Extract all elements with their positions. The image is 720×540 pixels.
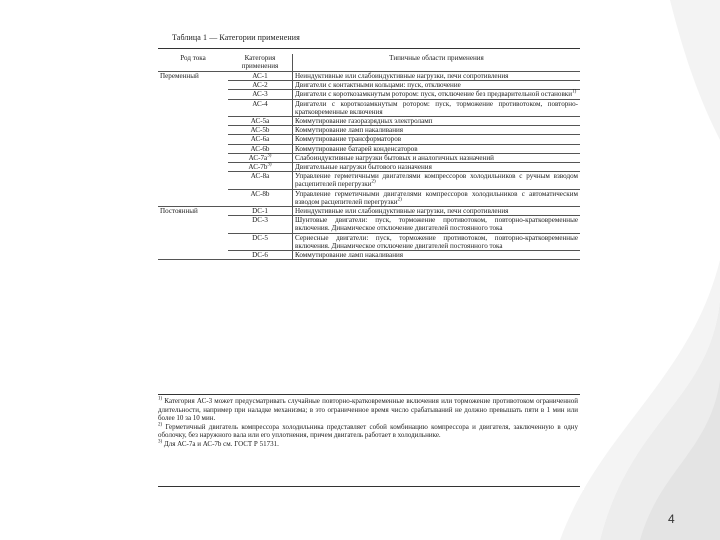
document-page — [144, 28, 584, 490]
cell-current-kind: Постоянный — [160, 207, 198, 216]
cell-current-kind — [158, 251, 228, 260]
table-row — [158, 207, 580, 216]
cell-application-area — [293, 72, 581, 81]
cell-current-kind — [158, 233, 228, 250]
application-area-text: Шунтовые двигатели: пуск, торможение противотоком, повторно-кратковременные включения. Динамическое отключение двигателей постоянного тока — [295, 216, 578, 233]
cell-current-kind — [158, 126, 228, 135]
cell-current-kind — [158, 90, 228, 99]
application-area-text: Двигатели с короткозамкнутым ротором: пуск, отключение без предварительной остановки — [295, 90, 573, 99]
cell-application-area — [293, 172, 581, 189]
cell-application-area — [293, 135, 581, 144]
application-area-text: Сериесные двигатели: пуск, торможение противотоком, повторно-кратковременные включения. Динамическое отключение двигателей постоянного тока — [295, 233, 578, 250]
table-caption: Таблица 1 — Категории применения — [172, 33, 300, 42]
cell-current-kind — [158, 216, 228, 233]
table-header-row — [158, 54, 580, 72]
table-row — [158, 135, 580, 144]
category-code: АС-6а — [250, 135, 270, 144]
cell-category — [228, 117, 293, 126]
cell-current-kind — [158, 117, 228, 126]
footnote-mark: 2) — [158, 422, 163, 428]
area-footnote-mark: 1) — [572, 90, 577, 96]
footnote-mark: 3) — [158, 439, 163, 445]
category-footnote-mark: 3) — [267, 162, 272, 168]
category-code: АС-8а — [250, 172, 270, 181]
footnote-text: Герметичный двигатель компрессора холодильника представляет собой комбинацию компрессора и двигателя, заключенную в одну оболочку, без наружного вала или его уплотнения, причем двигатель работает в холодильнике. — [158, 422, 579, 440]
table-row — [158, 126, 580, 135]
application-area-text: Двигательные нагрузки бытового назначения — [295, 163, 432, 172]
table-row — [158, 163, 580, 172]
application-area-text: Коммутирование трансформаторов — [295, 135, 402, 144]
application-area-text: Неиндуктивные или слабоиндуктивные нагрузки, печи сопротивления — [295, 207, 509, 216]
application-area-text: Слабоиндуктивные нагрузки бытовых и аналогичных назначений — [295, 153, 494, 162]
cell-category — [228, 172, 293, 189]
cell-current-kind — [158, 99, 228, 116]
footnote-mark: 1) — [158, 396, 163, 402]
application-area-text: Коммутирование газоразрядных электроламп — [295, 117, 433, 126]
cell-category — [228, 233, 293, 250]
footnotes — [158, 397, 578, 449]
cell-application-area — [293, 163, 581, 172]
cell-category — [228, 207, 293, 216]
table-row — [158, 72, 580, 81]
table-row — [158, 90, 580, 99]
categories-table — [158, 54, 580, 260]
footnote-text: Для АС-7а и АС-7b см. ГОСТ Р 51731. — [163, 439, 279, 448]
cell-application-area — [293, 207, 581, 216]
top-rule — [158, 48, 580, 49]
application-area-text: Коммутирование ламп накаливания — [295, 126, 404, 135]
cell-current-kind — [158, 172, 228, 189]
cell-category — [228, 251, 293, 260]
cell-current-kind — [158, 144, 228, 153]
area-footnote-mark: 2) — [371, 180, 376, 186]
cell-current-kind — [158, 153, 228, 162]
category-footnote-mark: 3) — [267, 153, 272, 159]
cell-application-area — [293, 81, 581, 90]
category-code: АС-3 — [252, 90, 268, 99]
cell-application-area — [293, 117, 581, 126]
cell-category — [228, 135, 293, 144]
cell-application-area — [293, 216, 581, 233]
category-code: АС-8b — [250, 189, 270, 198]
cell-category — [228, 144, 293, 153]
cell-category — [228, 72, 293, 81]
category-code: DC-3 — [252, 216, 268, 225]
cell-application-area — [293, 90, 581, 99]
cell-application-area — [293, 189, 581, 206]
cell-application-area — [293, 153, 581, 162]
application-area-text: Двигатели с короткозамкнутым ротором: пуск, торможение противотоком, повторно-кратковременные включения — [295, 99, 578, 116]
application-area-text: Коммутирование ламп накаливания — [295, 251, 404, 260]
cell-category — [228, 126, 293, 135]
category-code: АС-7а — [248, 153, 268, 162]
cell-category — [228, 99, 293, 116]
footnote — [158, 423, 578, 440]
cell-current-kind — [158, 189, 228, 206]
cell-application-area — [293, 233, 581, 250]
application-area-text: Коммутирование батарей конденсаторов — [295, 144, 418, 153]
category-code: АС-1 — [252, 72, 268, 80]
area-footnote-mark: 2) — [397, 197, 402, 203]
application-area-text: Неиндуктивные или слабоиндуктивные нагрузки, печи сопротивления — [295, 72, 509, 80]
cell-application-area — [293, 99, 581, 116]
category-code: DC-5 — [252, 233, 268, 242]
bottom-rule — [158, 486, 580, 487]
cell-current-kind — [158, 135, 228, 144]
application-area-text: Управление герметичными двигателями компрессоров холодильников с автоматическим взводом расцепителей перегрузки — [295, 189, 578, 206]
header-current-kind: Род тока — [158, 54, 228, 72]
table-row — [158, 216, 580, 233]
cell-application-area — [293, 251, 581, 260]
table-row — [158, 233, 580, 250]
category-code: АС-6b — [250, 144, 270, 153]
category-code: АС-5а — [250, 117, 270, 126]
category-code: DC-6 — [252, 251, 268, 260]
category-code: АС-2 — [252, 81, 268, 90]
application-area-text: Двигатели с контактными кольцами: пуск, отключение — [295, 81, 461, 90]
footnote — [158, 440, 578, 449]
table-row — [158, 117, 580, 126]
cell-category — [228, 163, 293, 172]
cell-category — [228, 153, 293, 162]
table-row — [158, 251, 580, 260]
category-code: АС-4 — [252, 99, 268, 108]
cell-current-kind: Переменный — [160, 72, 199, 80]
footnote-text: Категория АС-3 может предусматривать случайные повторно-кратковременные включения или торможение противотоком ограниченной длительности, например при наладке механизма; в это ограниченное время число срабатываний не должно превышать пяти в 1 мин или более 10 за 10 мин. — [158, 397, 578, 423]
footnote — [158, 397, 578, 423]
page-number: 4 — [668, 512, 675, 526]
table-row — [158, 172, 580, 189]
cell-category — [228, 216, 293, 233]
table-row — [158, 81, 580, 90]
cell-current-kind — [158, 163, 228, 172]
table-row — [158, 153, 580, 162]
cell-category — [228, 90, 293, 99]
category-code: DC-1 — [252, 207, 268, 216]
header-areas: Типичные области применения — [293, 54, 581, 72]
cell-current-kind — [158, 81, 228, 90]
table-row — [158, 189, 580, 206]
table-bottom-rule — [158, 394, 580, 395]
cell-category — [228, 81, 293, 90]
cell-category — [228, 189, 293, 206]
table-row — [158, 144, 580, 153]
table-row — [158, 99, 580, 116]
category-code: АС-7b — [248, 163, 268, 172]
application-area-text: Управление герметичными двигателями компрессоров холодильников с ручным взводом расцепителей перегрузки — [295, 172, 578, 189]
cell-application-area — [293, 126, 581, 135]
category-code: АС-5b — [250, 126, 270, 135]
cell-application-area — [293, 144, 581, 153]
header-category: Категория применения — [228, 54, 293, 72]
